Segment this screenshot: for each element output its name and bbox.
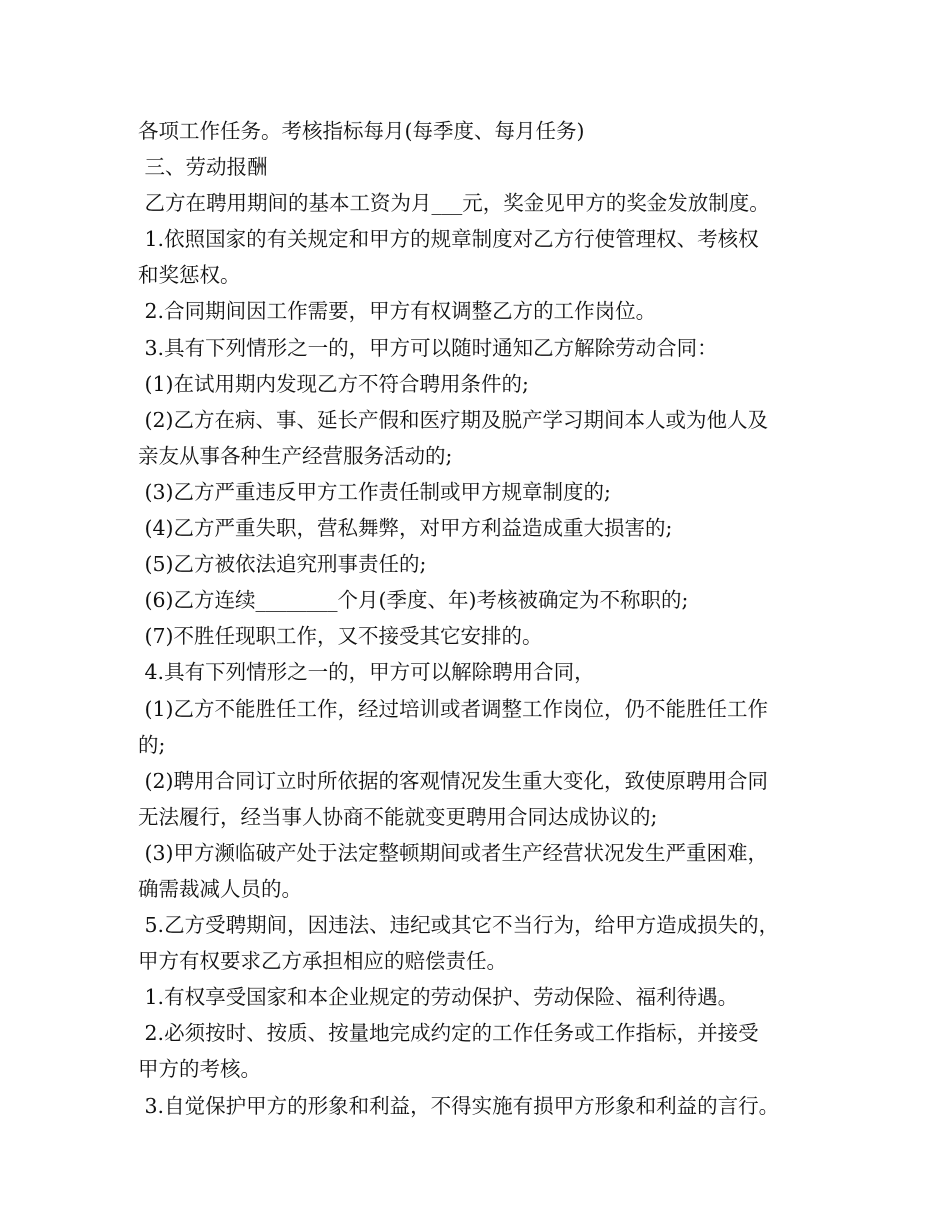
clause-item: 3.具有下列情形之一的，甲方可以随时通知乙方解除劳动合同：	[138, 335, 718, 360]
text-line: 确需裁减人员的。	[138, 876, 302, 901]
clause-item: 3.自觉保护甲方的形象和利益，不得实施有损甲方形象和利益的言行。	[138, 1093, 780, 1118]
sub-clause-item: (1)在试用期内发现乙方不符合聘用条件的;	[138, 371, 529, 396]
document-page	[0, 113, 950, 1124]
sub-clause-item: (2)聘用合同订立时所依据的客观情况发生重大变化，致使原聘用合同	[138, 768, 769, 793]
sub-clause-item: (7)不胜任现职工作，又不接受其它安排的。	[138, 624, 543, 649]
sub-clause-item: (1)乙方不能胜任工作，经过培训或者调整工作岗位，仍不能胜任工作	[138, 696, 769, 721]
sub-clause-item: (6)乙方连续________个月(季度、年)考核被确定为不称职的;	[138, 588, 689, 613]
clause-item: 2.合同期间因工作需要，甲方有权调整乙方的工作岗位。	[138, 299, 657, 324]
text-line: 和奖惩权。	[138, 263, 241, 288]
text-line: 无法履行，经当事人协商不能就变更聘用合同达成协议的;	[138, 804, 658, 829]
sub-clause-item: (4)乙方严重失职，营私舞弊，对甲方利益造成重大损害的;	[138, 516, 673, 541]
section-heading: 三、劳动报酬	[138, 155, 268, 180]
sub-clause-item: (2)乙方在病、事、延长产假和医疗期及脱产学习期间本人或为他人及	[138, 407, 769, 432]
sub-clause-item: (3)甲方濒临破产处于法定整顿期间或者生产经营状况发生严重困难，	[138, 840, 769, 865]
text-line: 亲友从事各种生产经营服务活动的;	[138, 443, 453, 468]
text-line: 乙方在聘用期间的基本工资为月___元，奖金见甲方的奖金发放制度。	[138, 191, 770, 216]
clause-item: 2.必须按时、按质、按量地完成约定的工作任务或工作指标，并接受	[138, 1021, 759, 1046]
text-line: 各项工作任务。考核指标每月(每季度、每月任务)	[138, 119, 585, 143]
sub-clause-item: (3)乙方严重违反甲方工作责任制或甲方规章制度的;	[138, 479, 611, 504]
text-line: 甲方有权要求乙方承担相应的赔偿责任。	[138, 949, 507, 974]
sub-clause-item: (5)乙方被依法追究刑事责任的;	[138, 552, 427, 577]
clause-item: 1.依照国家的有关规定和甲方的规章制度对乙方行使管理权、考核权	[138, 227, 759, 252]
text-line: 甲方的考核。	[138, 1057, 261, 1082]
text-line: 的;	[138, 732, 166, 757]
clause-item: 4.具有下列情形之一的，甲方可以解除聘用合同，	[138, 660, 595, 685]
clause-item: 5.乙方受聘期间，因违法、违纪或其它不当行为，给甲方造成损失的，	[138, 913, 780, 938]
clause-item: 1.有权享受国家和本企业规定的劳动保护、劳动保险、福利待遇。	[138, 985, 739, 1010]
